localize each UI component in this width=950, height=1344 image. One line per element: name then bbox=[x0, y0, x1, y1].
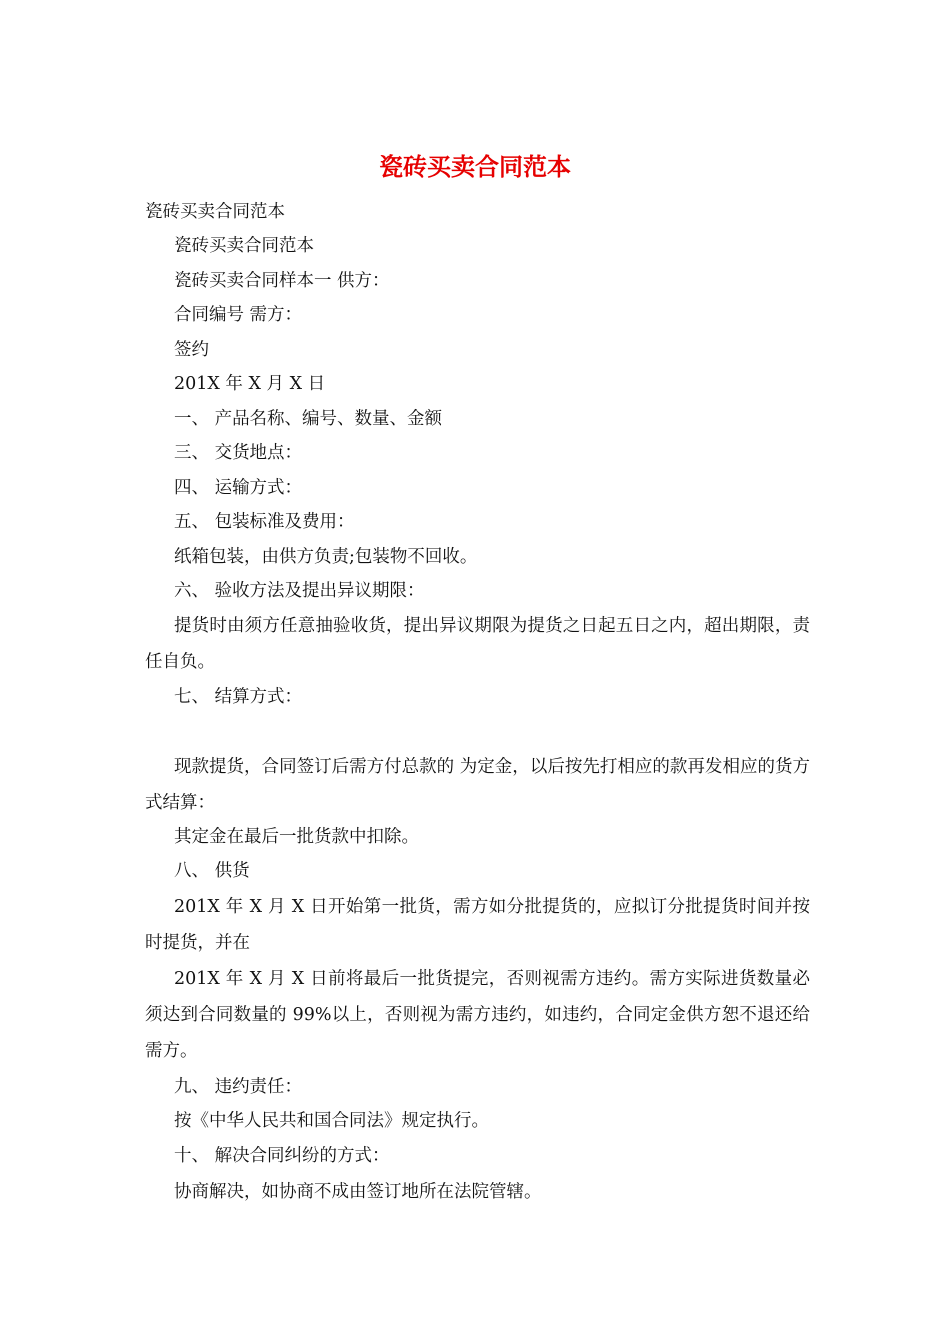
clause-7-text: 现款提货，合同签订后需方付总款的 为定金，以后按先打相应的款再发相应的货方式结算： bbox=[145, 757, 810, 813]
clause-5-text: 纸箱包装，由供方负责;包装物不回收。 bbox=[174, 547, 478, 567]
heading-line-2: 瓷砖买卖合同范本 bbox=[174, 236, 314, 256]
clause-6-heading: 六、 验收方法及提出异议期限： bbox=[174, 581, 425, 601]
clause-9-heading: 九、 违约责任： bbox=[174, 1077, 303, 1097]
date-line: 201X 年 X 月 X 日 bbox=[174, 374, 326, 394]
sign-line: 签约 bbox=[174, 340, 209, 360]
clause-4-heading: 四、 运输方式： bbox=[174, 478, 303, 498]
clause-10-text: 协商解决，如协商不成由签订地所在法院管辖。 bbox=[174, 1182, 542, 1202]
clause-8-heading: 八、 供货 bbox=[174, 861, 250, 881]
clause-1-heading: 一、 产品名称、编号、数量、金额 bbox=[174, 409, 443, 429]
clause-6-text: 提货时由须方任意抽验收货，提出异议期限为提货之日起五日之内，超出期限，责任自负。 bbox=[145, 616, 810, 672]
clause-7-text-2: 其定金在最后一批货款中扣除。 bbox=[174, 827, 419, 847]
clause-8-text-1: 201X 年 X 月 X 日开始第一批货，需方如分批提货的，应拟订分批提货时间并按时提货，并在 bbox=[145, 897, 810, 953]
clause-5-heading: 五、 包装标准及费用： bbox=[174, 512, 355, 532]
contract-number-buyer-line: 合同编号 需方： bbox=[174, 305, 303, 325]
document-title: 瓷砖买卖合同范本 bbox=[379, 152, 571, 181]
heading-line-1: 瓷砖买卖合同范本 bbox=[145, 202, 285, 222]
clause-3-heading: 三、 交货地点： bbox=[174, 443, 303, 463]
clause-8-text-2: 201X 年 X 月 X 日前将最后一批货提完，否则视需方违约。需方实际进货数量必须达到合同数量的 99%以上，否则视为需方违约，如违约，合同定金供方恕不退还给需方。 bbox=[145, 969, 810, 1061]
clause-9-text: 按《中华人民共和国合同法》规定执行。 bbox=[174, 1111, 489, 1131]
clause-10-heading: 十、 解决合同纠纷的方式： bbox=[174, 1146, 390, 1166]
clause-7-heading: 七、 结算方式： bbox=[174, 687, 303, 707]
sample-supplier-line: 瓷砖买卖合同样本一 供方： bbox=[174, 271, 390, 291]
